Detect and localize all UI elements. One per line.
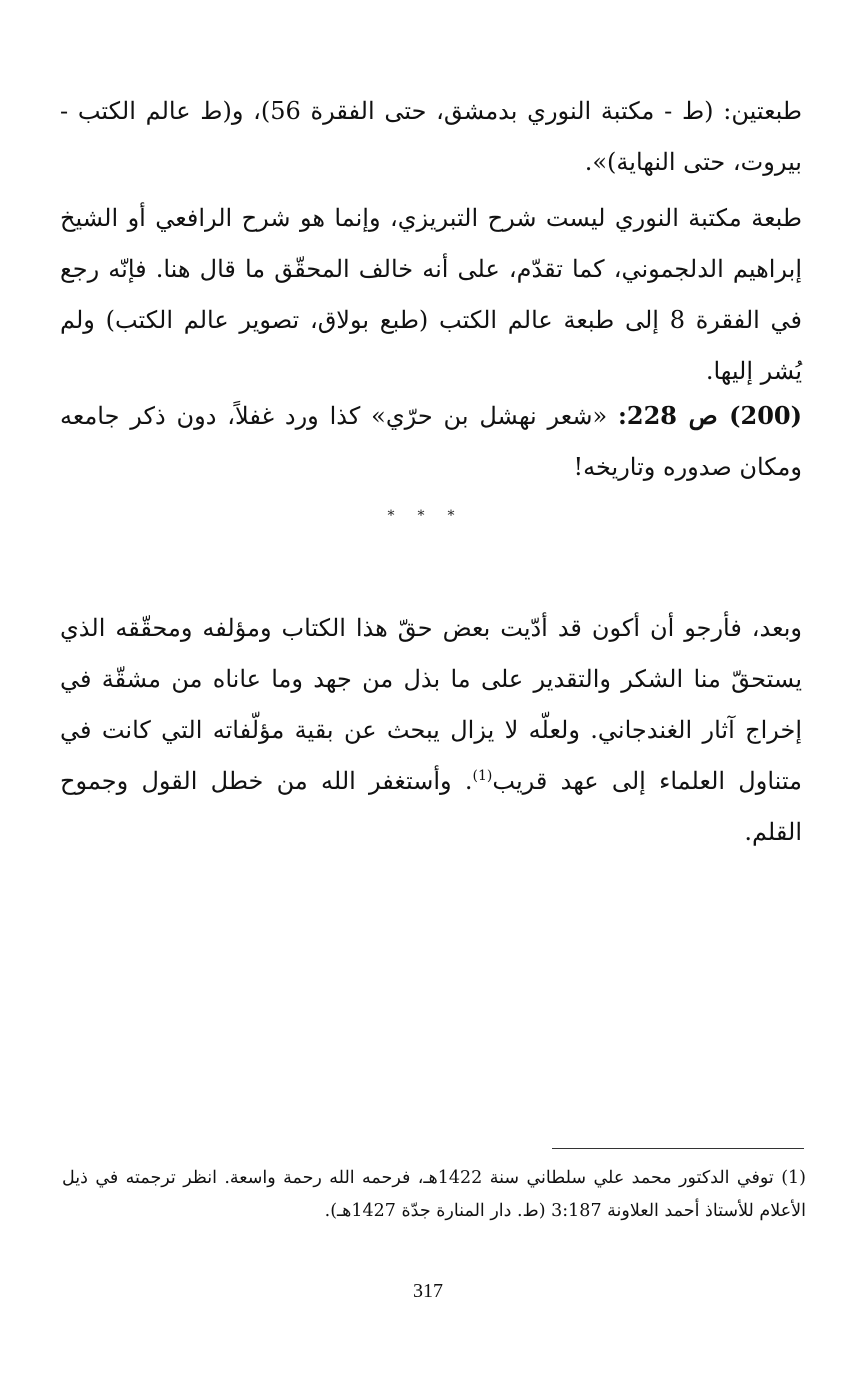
conclusion-text-end: . وأستغفر الله من خطل القول وجموح القلم. (60, 767, 802, 846)
conclusion-text-start: وبعد، فأرجو أن أكون قد أدّيت بعض حقّ هذا الكتاب ومؤلفه ومحقّقه الذي يستحقّ منا الشكر والتقدير على ما بذل من جهد وما عاناه من مشقّة في إخراج آثار الغندجاني. ولعلّه لا يزال يبحث عن بقية مؤلّفاته التي كانت في متناول العلماء إلى عهد قريب (60, 614, 802, 795)
paragraph-editions (60, 86, 802, 188)
footnote-reference[interactable]: (1) (472, 768, 493, 784)
separator-asterisk: * (387, 508, 409, 524)
footnote-divider (552, 1148, 804, 1149)
paragraph-nouri-edition (60, 193, 802, 397)
separator-asterisk: * (417, 508, 439, 524)
separator-asterisk: * (447, 508, 469, 524)
note-200-text: «شعر نهشل بن حرّي» كذا ورد غفلاً، دون ذكر جامعه ومكان صدوره وتاريخه! (60, 402, 802, 481)
footnote-text: (1) توفي الدكتور محمد علي سلطاني سنة 1422هـ، فرحمه الله رحمة واسعة. انظر ترجمته في ذيل الأعلام للأستاذ أحمد العلاونة 3:187 (ط. دار المنارة جدّة 1427هـ). (62, 1168, 806, 1221)
paragraph-conclusion (60, 603, 802, 858)
note-number: (200) ص 228: (618, 401, 802, 430)
footnote (62, 1162, 806, 1228)
paragraph-note-200 (60, 390, 802, 493)
section-separator (0, 508, 856, 524)
page-number: 317 (413, 1280, 443, 1302)
paragraph-nouri-edition-text: طبعة مكتبة النوري ليست شرح التبريزي، وإنما هو شرح الرافعي أو الشيخ إبراهيم الدلجموني، كما تقدّم، على أنه خالف المحقّق ما قال هنا. فإنّه رجع في الفقرة 8 إلى طبعة عالم الكتب (طبع بولاق، تصوير عالم الكتب) ولم يُشر إليها. (60, 204, 803, 385)
paragraph-editions-text: طبعتين: (ط - مكتبة النوري بدمشق، حتى الفقرة 56)، و(ط عالم الكتب - بيروت، حتى النهاية)». (60, 97, 802, 176)
